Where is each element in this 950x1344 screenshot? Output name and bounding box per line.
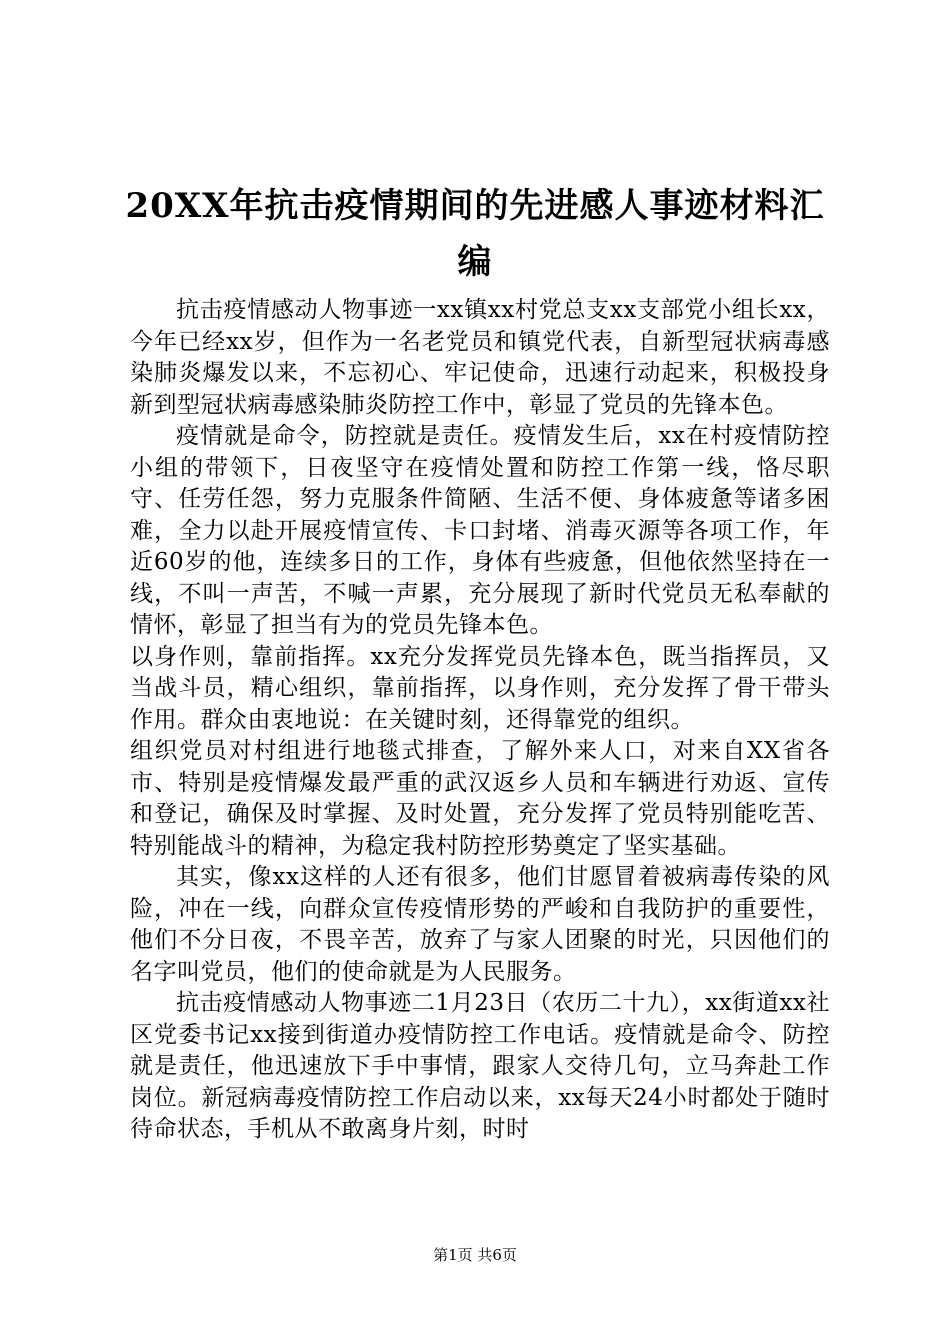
paragraph-2: 疫情就是命令，防控就是责任。疫情发生后，xx在村疫情防控小组的带领下，日夜坚守在疫情处置和防控工作第一线，恪尽职守、任劳任怨，努力克服条件简陋、生活不便、身体疲惫等诸多困难，全力以赴开展疫情宣传、卡口封堵、消毒灭源等各项工作，年近60岁的他，连续多日的工作，身体有些疲惫，但他依然坚持在一线，不叫一声苦，不喊一声累，充分展现了新时代党员无私奉献的情怀，彰显了担当有为的党员先锋本色。: [130, 423, 830, 638]
paragraph-3: 以身作则，靠前指挥。xx充分发挥党员先锋本色，既当指挥员，又当战斗员，精心组织，靠前指挥，以身作则，充分发挥了骨干带头作用。群众由衷地说：在关键时刻，还得靠党的组织。: [130, 643, 830, 733]
page-footer: 第1页 共6页: [433, 1246, 517, 1264]
paragraph-5: 其实，像xx这样的人还有很多，他们甘愿冒着被病毒传染的风险，冲在一线，向群众宣传疫情形势的严峻和自我防护的重要性，他们不分日夜，不畏辛苦，放弃了与家人团聚的时光，只因他们的名字叫党员，他们的使命就是为人民服务。: [130, 864, 830, 985]
document-body: [130, 295, 830, 1146]
paragraph-4: 组织党员对村组进行地毯式排查，了解外来人口，对来自XX省各市、特别是疫情爆发最严重的武汉返乡人员和车辆进行劝返、宣传和登记，确保及时掌握、及时处置，充分发挥了党员特别能吃苦、特别能战斗的精神，为稳定我村防控形势奠定了坚实基础。: [130, 738, 830, 859]
paragraph-1: 抗击疫情感动人物事迹一xx镇xx村党总支xx支部党小组长xx，今年已经xx岁，但作为一名老党员和镇党代表，自新型冠状病毒感染肺炎爆发以来，不忘初心、牢记使命，迅速行动起来，积极投身新到型冠状病毒感染肺炎防控工作中，彰显了党员的先锋本色。: [130, 297, 830, 418]
document-title: 20XX年抗击疫情期间的先进感人事迹材料汇编: [125, 185, 825, 282]
paragraph-6: 抗击疫情感动人物事迹二1月23日（农历二十九），xx街道xx社区党委书记xx接到街道办疫情防控工作电话。疫情就是命令、防控就是责任，他迅速放下手中事情，跟家人交待几句，立马奔赴工作岗位。新冠病毒疫情防控工作启动以来，xx每天24小时都处于随时待命状态，手机从不敢离身片刻，时时: [130, 990, 830, 1142]
